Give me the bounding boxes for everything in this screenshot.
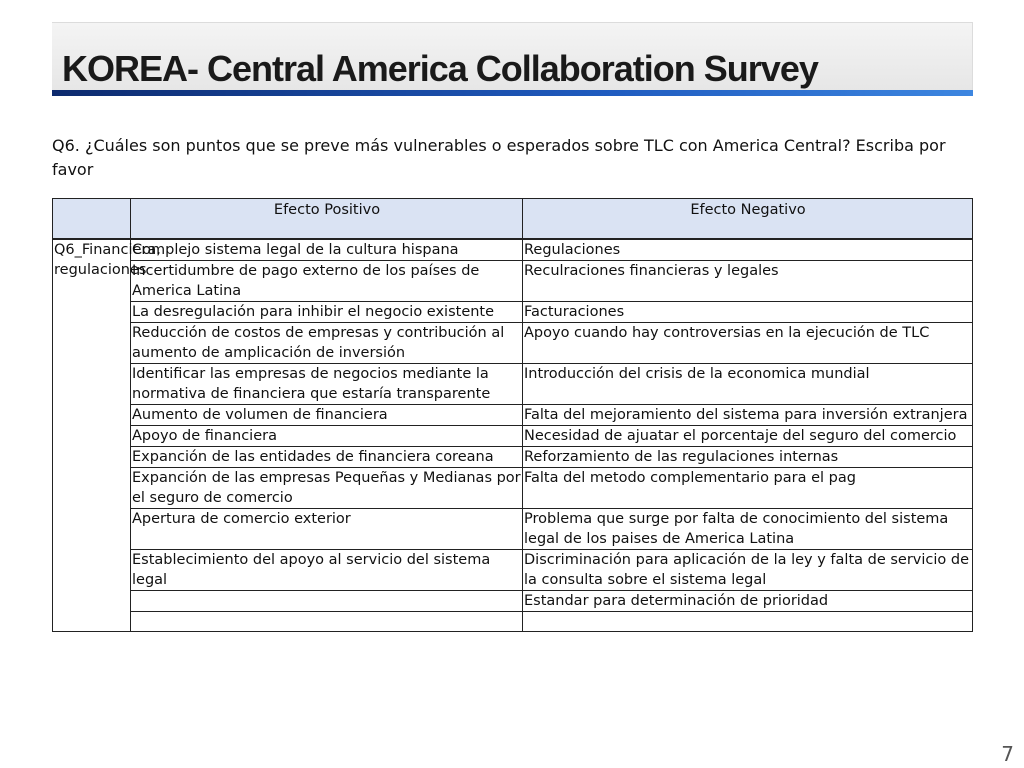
positive-cell: Expanción de las entidades de financiera coreana <box>131 447 523 468</box>
positive-cell <box>131 591 523 612</box>
negative-cell: Falta del metodo complementario para el pag <box>523 468 973 509</box>
table-row <box>53 550 973 591</box>
negative-cell <box>523 612 973 632</box>
header-positive: Efecto Positivo <box>131 199 523 240</box>
positive-cell: Identificar las empresas de negocios mediante la normativa de financiera que estaría transparente <box>131 364 523 405</box>
positive-cell <box>131 612 523 632</box>
table-row <box>53 261 973 302</box>
positive-cell: Expanción de las empresas Pequeñas y Medianas por el seguro de comercio <box>131 468 523 509</box>
table-row <box>53 302 973 323</box>
category-cell: Q6_Financiera, regulaciones <box>53 239 131 632</box>
negative-cell: Reculraciones financieras y legales <box>523 261 973 302</box>
negative-cell: Discriminación para aplicación de la ley y falta de servicio de la consulta sobre el sistema legal <box>523 550 973 591</box>
positive-cell: Incertidumbre de pago externo de los países de America Latina <box>131 261 523 302</box>
positive-cell: Complejo sistema legal de la cultura hispana <box>131 239 523 261</box>
header-category <box>53 199 131 240</box>
title-underline <box>52 90 973 96</box>
table-header-row <box>53 199 973 240</box>
negative-cell: Apoyo cuando hay controversias en la ejecución de TLC <box>523 323 973 364</box>
question-text: Q6. ¿Cuáles son puntos que se preve más vulnerables o esperados sobre TLC con America Central? Escriba por favor <box>52 136 946 179</box>
survey-table <box>52 198 973 632</box>
positive-cell: Establecimiento del apoyo al servicio del sistema legal <box>131 550 523 591</box>
page-number: 7 <box>1001 742 1014 766</box>
table-row <box>53 468 973 509</box>
table-row <box>53 447 973 468</box>
negative-cell: Regulaciones <box>523 239 973 261</box>
table-row <box>53 239 973 261</box>
negative-cell: Necesidad de ajuatar el porcentaje del seguro del comercio <box>523 426 973 447</box>
negative-cell: Falta del mejoramiento del sistema para inversión extranjera <box>523 405 973 426</box>
negative-cell: Reforzamiento de las regulaciones internas <box>523 447 973 468</box>
table-row <box>53 405 973 426</box>
table-row <box>53 509 973 550</box>
positive-cell: Apoyo de financiera <box>131 426 523 447</box>
table-row <box>53 323 973 364</box>
table-row <box>53 591 973 612</box>
negative-cell: Estandar para determinación de prioridad <box>523 591 973 612</box>
positive-cell: Aumento de volumen de financiera <box>131 405 523 426</box>
negative-cell: Facturaciones <box>523 302 973 323</box>
table-row <box>53 612 973 632</box>
table-row <box>53 426 973 447</box>
table-row <box>53 364 973 405</box>
positive-cell: Apertura de comercio exterior <box>131 509 523 550</box>
negative-cell: Introducción del crisis de la economica mundial <box>523 364 973 405</box>
title-banner <box>52 22 973 92</box>
positive-cell: Reducción de costos de empresas y contribución al aumento de amplicación de inversión <box>131 323 523 364</box>
header-negative: Efecto Negativo <box>523 199 973 240</box>
positive-cell: La desregulación para inhibir el negocio existente <box>131 302 523 323</box>
negative-cell: Problema que surge por falta de conocimiento del sistema legal de los paises de America Latina <box>523 509 973 550</box>
slide-title: KOREA- Central America Collaboration Survey <box>62 48 818 89</box>
